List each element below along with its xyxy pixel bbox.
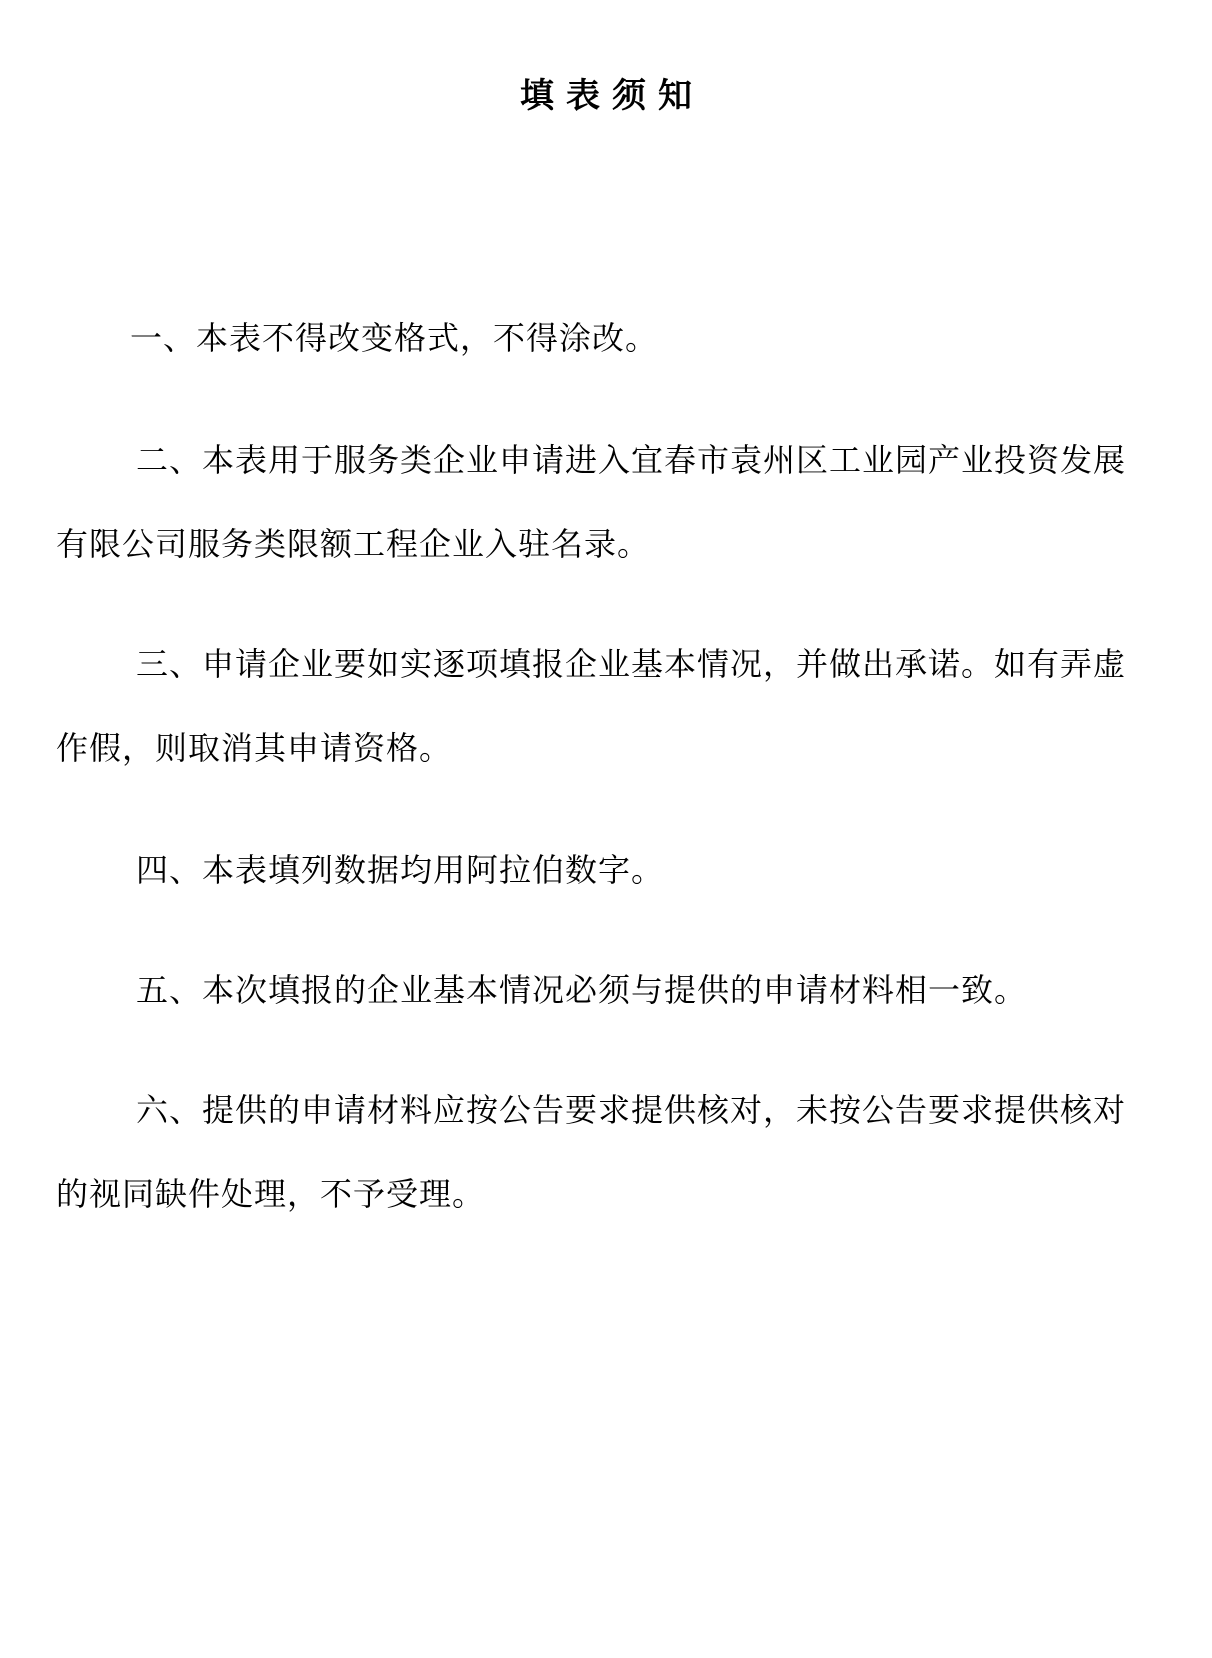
instruction-item-1: 一、本表不得改变格式，不得涂改。 xyxy=(130,319,659,357)
instruction-item-2: 二、本表用于服务类企业申请进入宜春市袁州区工业园产业投资发展有限公司服务类限额工程企业入驻名录。 xyxy=(56,441,1127,563)
instruction-item-3: 三、申请企业要如实逐项填报企业基本情况，并做出承诺。如有弄虚作假，则取消其申请资格。 xyxy=(56,645,1127,767)
instruction-item-6: 六、提供的申请材料应按公告要求提供核对，未按公告要求提供核对的视同缺件处理，不予受理。 xyxy=(56,1091,1127,1213)
page-title: 填表须知 xyxy=(520,76,704,116)
instruction-item-5: 五、本次填报的企业基本情况必须与提供的申请材料相一致。 xyxy=(136,971,1028,1009)
instruction-item-4: 四、本表填列数据均用阿拉伯数字。 xyxy=(136,851,665,889)
